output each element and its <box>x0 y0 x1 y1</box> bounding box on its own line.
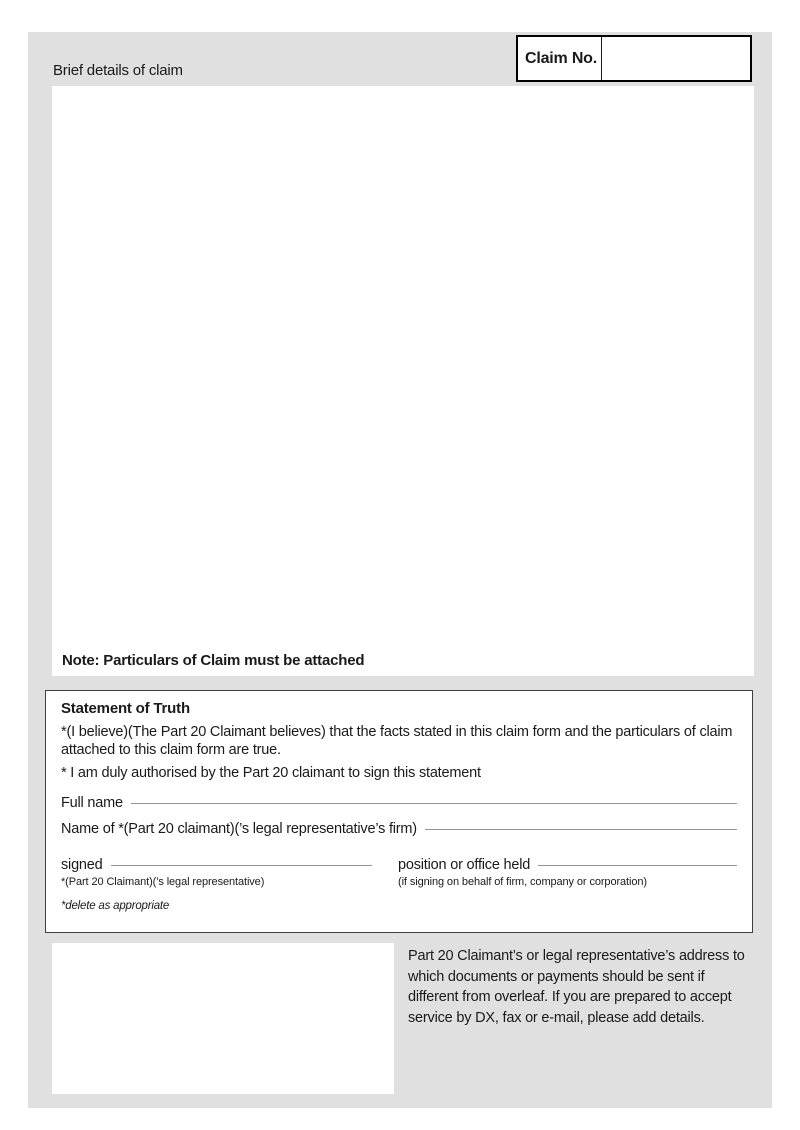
position-sublabel: (if signing on behalf of firm, company or corporation) <box>398 876 647 888</box>
position-column <box>398 857 737 888</box>
signature-row <box>61 857 737 888</box>
signed-sublabel: *(Part 20 Claimant)(’s legal representative) <box>61 876 265 888</box>
claim-number-input[interactable] <box>602 37 750 80</box>
signed-label: signed <box>61 857 103 873</box>
firm-name-label: Name of *(Part 20 claimant)(’s legal representative’s firm) <box>61 821 417 837</box>
full-name-input[interactable] <box>131 803 737 804</box>
signed-column <box>61 857 372 888</box>
authorised-declaration-text: * I am duly authorised by the Part 20 claimant to sign this statement <box>61 765 481 781</box>
claim-number-label: Claim No. <box>518 37 602 80</box>
firm-name-input[interactable] <box>425 829 737 830</box>
signed-input[interactable] <box>111 865 372 866</box>
position-field-row <box>398 857 737 873</box>
delete-as-appropriate-note: *delete as appropriate <box>61 900 170 912</box>
position-input[interactable] <box>538 865 737 866</box>
brief-details-box <box>52 86 754 676</box>
statement-of-truth-heading: Statement of Truth <box>61 700 190 717</box>
statement-of-truth-section <box>45 690 753 933</box>
particulars-note: Note: Particulars of Claim must be attached <box>62 652 365 669</box>
belief-declaration-text: *(I believe)(The Part 20 Claimant believes) that the facts stated in this claim form and the particulars of claim attached to this claim form are true. <box>61 724 733 758</box>
service-address-instructions: Part 20 Claimant’s or legal representative’s address to which documents or payments should be sent if different from overleaf. If you are prepared to accept service by DX, fax or e-mail, please add details. <box>408 948 745 1026</box>
brief-details-heading: Brief details of claim <box>53 62 183 79</box>
brief-details-input[interactable] <box>52 86 754 644</box>
claim-number-box <box>516 35 752 82</box>
service-address-input[interactable] <box>52 943 394 1094</box>
position-label: position or office held <box>398 857 531 873</box>
firm-name-row <box>61 821 737 837</box>
full-name-row <box>61 795 737 811</box>
full-name-label: Full name <box>61 795 123 811</box>
signed-field-row <box>61 857 372 873</box>
